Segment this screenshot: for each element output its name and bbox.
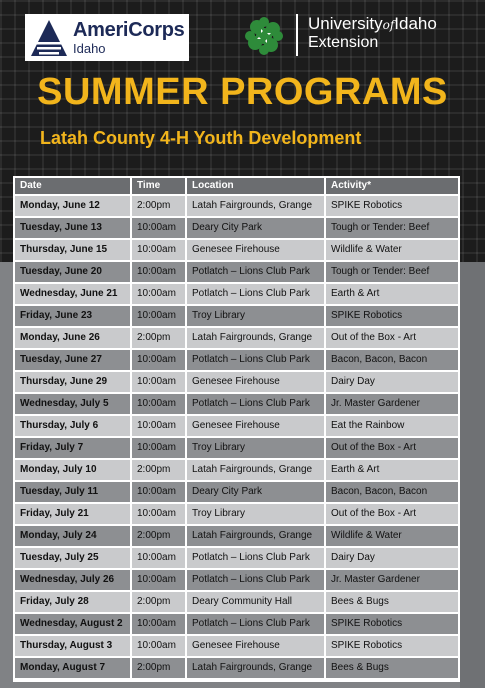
cell-time: 10:00am xyxy=(132,262,187,284)
cell-time: 2:00pm xyxy=(132,526,187,548)
column-header-location: Location xyxy=(187,178,326,196)
cell-date: Wednesday, July 26 xyxy=(15,570,132,592)
cell-location: Genesee Firehouse xyxy=(187,636,326,658)
cell-date: Friday, June 23 xyxy=(15,306,132,328)
americorps-name: AmeriCorps xyxy=(73,19,185,41)
cell-time: 10:00am xyxy=(132,504,187,526)
table-row xyxy=(15,548,458,570)
table-row xyxy=(15,570,458,592)
cell-activity: Tough or Tender: Beef xyxy=(326,218,458,240)
cell-time: 2:00pm xyxy=(132,460,187,482)
cell-time: 2:00pm xyxy=(132,592,187,614)
university-logo xyxy=(308,15,437,51)
table-row xyxy=(15,504,458,526)
table-header-row xyxy=(15,178,458,196)
cell-activity: Tough or Tender: Beef xyxy=(326,262,458,284)
cell-date: Monday, July 10 xyxy=(15,460,132,482)
table-row xyxy=(15,658,458,680)
cell-location: Troy Library xyxy=(187,306,326,328)
cell-activity: Dairy Day xyxy=(326,548,458,570)
cell-date: Tuesday, June 13 xyxy=(15,218,132,240)
cell-date: Thursday, June 15 xyxy=(15,240,132,262)
column-header-time: Time xyxy=(132,178,187,196)
cell-activity: Bacon, Bacon, Bacon xyxy=(326,482,458,504)
cell-time: 10:00am xyxy=(132,306,187,328)
cell-date: Thursday, August 3 xyxy=(15,636,132,658)
cell-time: 10:00am xyxy=(132,570,187,592)
page-title: SUMMER PROGRAMS xyxy=(37,71,448,113)
americorps-a-icon xyxy=(29,18,69,58)
cell-date: Monday, June 26 xyxy=(15,328,132,350)
cell-activity: Bees & Bugs xyxy=(326,592,458,614)
cell-location: Genesee Firehouse xyxy=(187,240,326,262)
cell-location: Potlatch – Lions Club Park xyxy=(187,350,326,372)
university-name: UniversityofIdaho xyxy=(308,14,437,33)
schedule-table xyxy=(15,178,458,680)
table-row xyxy=(15,592,458,614)
cell-date: Wednesday, June 21 xyxy=(15,284,132,306)
table-row xyxy=(15,262,458,284)
table-row xyxy=(15,394,458,416)
cell-activity: Bacon, Bacon, Bacon xyxy=(326,350,458,372)
cell-date: Thursday, June 29 xyxy=(15,372,132,394)
table-row xyxy=(15,218,458,240)
cell-time: 10:00am xyxy=(132,284,187,306)
cell-activity: Wildlife & Water xyxy=(326,526,458,548)
table-row xyxy=(15,372,458,394)
cell-location: Latah Fairgrounds, Grange xyxy=(187,460,326,482)
cell-time: 2:00pm xyxy=(132,196,187,218)
cell-date: Monday, July 24 xyxy=(15,526,132,548)
cell-location: Potlatch – Lions Club Park xyxy=(187,570,326,592)
cell-date: Friday, July 21 xyxy=(15,504,132,526)
cell-location: Potlatch – Lions Club Park xyxy=(187,548,326,570)
cell-date: Tuesday, June 20 xyxy=(15,262,132,284)
cell-activity: SPIKE Robotics xyxy=(326,614,458,636)
cell-activity: SPIKE Robotics xyxy=(326,306,458,328)
cell-location: Genesee Firehouse xyxy=(187,372,326,394)
table-row xyxy=(15,636,458,658)
cell-date: Tuesday, June 27 xyxy=(15,350,132,372)
page-subtitle: Latah County 4-H Youth Development xyxy=(40,128,362,148)
table-row xyxy=(15,196,458,218)
cell-activity: Out of the Box - Art xyxy=(326,438,458,460)
cell-date: Monday, June 12 xyxy=(15,196,132,218)
cell-activity: SPIKE Robotics xyxy=(326,196,458,218)
logo-divider xyxy=(296,14,298,56)
cell-time: 10:00am xyxy=(132,350,187,372)
column-header-activity: Activity* xyxy=(326,178,458,196)
cell-location: Deary City Park xyxy=(187,482,326,504)
cell-activity: Jr. Master Gardener xyxy=(326,570,458,592)
cell-time: 2:00pm xyxy=(132,658,187,680)
cell-location: Potlatch – Lions Club Park xyxy=(187,284,326,306)
cell-location: Potlatch – Lions Club Park xyxy=(187,394,326,416)
cell-time: 10:00am xyxy=(132,394,187,416)
cell-activity: Wildlife & Water xyxy=(326,240,458,262)
cell-activity: Earth & Art xyxy=(326,284,458,306)
table-row xyxy=(15,460,458,482)
column-header-date: Date xyxy=(15,178,132,196)
cell-time: 10:00am xyxy=(132,614,187,636)
cell-activity: Out of the Box - Art xyxy=(326,328,458,350)
cell-time: 10:00am xyxy=(132,636,187,658)
table-row xyxy=(15,416,458,438)
cell-location: Deary Community Hall xyxy=(187,592,326,614)
cell-activity: Bees & Bugs xyxy=(326,658,458,680)
cell-date: Wednesday, August 2 xyxy=(15,614,132,636)
table-row xyxy=(15,526,458,548)
cell-location: Genesee Firehouse xyxy=(187,416,326,438)
table-row xyxy=(15,350,458,372)
cell-location: Deary City Park xyxy=(187,218,326,240)
cell-location: Troy Library xyxy=(187,504,326,526)
cell-location: Latah Fairgrounds, Grange xyxy=(187,196,326,218)
table-row xyxy=(15,306,458,328)
table-row xyxy=(15,482,458,504)
table-row xyxy=(15,328,458,350)
4h-clover-icon xyxy=(244,16,284,56)
cell-time: 10:00am xyxy=(132,548,187,570)
cell-location: Latah Fairgrounds, Grange xyxy=(187,328,326,350)
cell-time: 10:00am xyxy=(132,482,187,504)
cell-date: Friday, July 28 xyxy=(15,592,132,614)
cell-time: 2:00pm xyxy=(132,328,187,350)
table-row xyxy=(15,284,458,306)
cell-activity: Out of the Box - Art xyxy=(326,504,458,526)
cell-location: Potlatch – Lions Club Park xyxy=(187,614,326,636)
cell-location: Potlatch – Lions Club Park xyxy=(187,262,326,284)
cell-location: Latah Fairgrounds, Grange xyxy=(187,526,326,548)
cell-date: Tuesday, July 25 xyxy=(15,548,132,570)
cell-activity: Jr. Master Gardener xyxy=(326,394,458,416)
cell-date: Thursday, July 6 xyxy=(15,416,132,438)
cell-time: 10:00am xyxy=(132,240,187,262)
table-row xyxy=(15,614,458,636)
cell-activity: Dairy Day xyxy=(326,372,458,394)
cell-time: 10:00am xyxy=(132,372,187,394)
cell-location: Latah Fairgrounds, Grange xyxy=(187,658,326,680)
cell-date: Friday, July 7 xyxy=(15,438,132,460)
americorps-state: Idaho xyxy=(73,41,106,56)
cell-activity: SPIKE Robotics xyxy=(326,636,458,658)
cell-time: 10:00am xyxy=(132,438,187,460)
university-unit: Extension xyxy=(308,34,379,51)
cell-date: Wednesday, July 5 xyxy=(15,394,132,416)
cell-location: Troy Library xyxy=(187,438,326,460)
cell-date: Tuesday, July 11 xyxy=(15,482,132,504)
cell-activity: Earth & Art xyxy=(326,460,458,482)
table-row xyxy=(15,438,458,460)
cell-time: 10:00am xyxy=(132,416,187,438)
table-row xyxy=(15,240,458,262)
cell-activity: Eat the Rainbow xyxy=(326,416,458,438)
cell-date: Monday, August 7 xyxy=(15,658,132,680)
americorps-logo xyxy=(25,14,189,61)
cell-time: 10:00am xyxy=(132,218,187,240)
